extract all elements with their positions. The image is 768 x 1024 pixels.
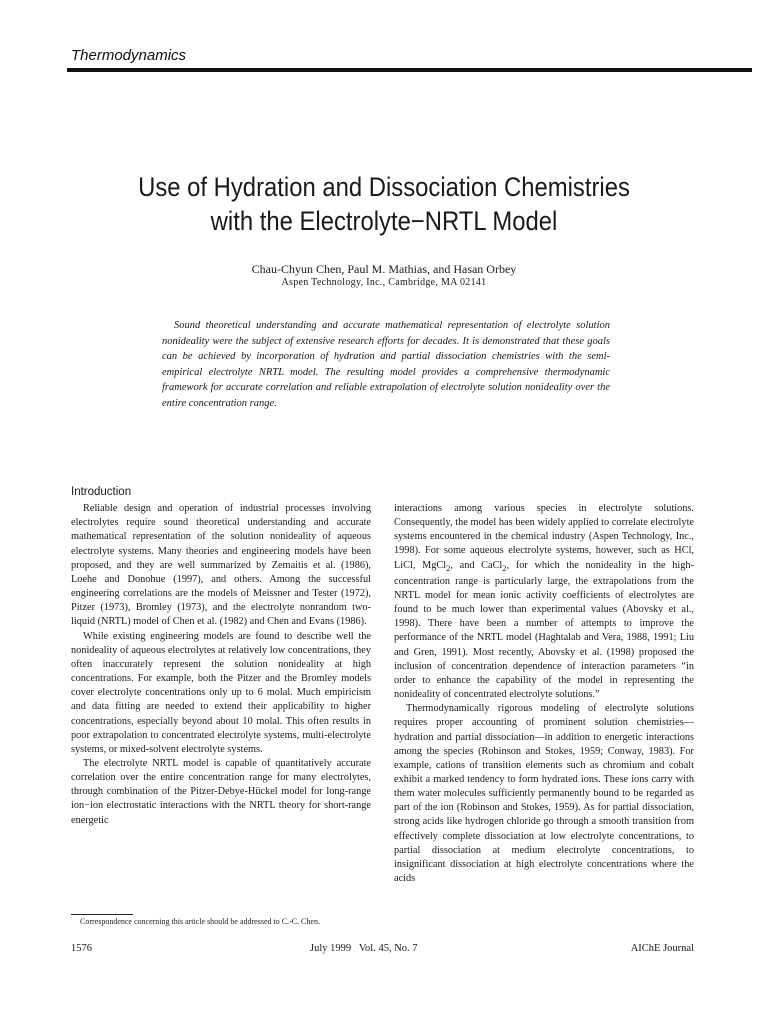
paragraph: While existing engineering models are found to describe well the nonideality of aqueous electrolytes at relatively low concentrations, they often inaccurately represent the solution nonideality at high concentrations. For example, both the Pitzer and the Bromley models cover electrolyte concentrations only up to 6 molal. Much empiricism and data fitting are needed to extend their applicability to higher concentrations, especially beyond about 10 molal. This often results in poor extrapolation to concentrated electrolyte systems, multi-electrolyte systems, or mixed-solvent electrolyte systems. [71, 630, 371, 755]
right-column [394, 502, 694, 886]
paragraph-continued [394, 502, 694, 702]
footnote: Correspondence concerning this article should be addressed to C.-C. Chen. [80, 917, 320, 926]
text-run: , and CaCl [450, 559, 503, 571]
affiliation: Aspen Technology, Inc., Cambridge, MA 02141 [281, 277, 487, 288]
author-list: Chau-Chyun Chen, Paul M. Mathias, and Hasan Orbey [251, 262, 517, 276]
section-heading-introduction: Introduction [71, 486, 132, 498]
footnote-rule [71, 914, 133, 915]
left-column [71, 485, 371, 828]
issue-info: July 1999 Vol. 45, No. 7 [310, 943, 418, 954]
paragraph: Reliable design and operation of industrial processes involving electrolytes require sound theoretical understanding and accurate mathematical representation of the solution nonideality of aqueous electrolyte systems. Many theories and engineering models have been proposed, and they are well summarized by Zemaitis et al. (1986), Loehe and Donohue (1997), and others. Among the successful engineering correlations are the models of Meissner and Tester (1972), Pitzer (1973), Bromley (1973), and the electrolyte nonrandom two-liquid (NRTL) model of Chen et al. (1982) and Chen and Evans (1986). [71, 503, 371, 628]
page-number: 1576 [71, 943, 92, 954]
abstract: Sound theoretical understanding and accurate mathematical representation of electrolyte solution nonideality were the subject of extensive research efforts for decades. It is demonstrated that these goals can be achieved by incorporation of hydration and partial dissociation chemistries with the semi-empirical electrolyte NRTL model. The resulting model provides a comprehensive thermodynamic framework for accurate correlation and reliable extrapolation of electrolyte solution nonideality over the entire concentration range. [162, 320, 610, 409]
paragraph: Thermodynamically rigorous modeling of electrolyte solutions requires proper accounting of prominent solution chemistries—hydration and partial dissociation—in addition to energetic interactions among the species (Robinson and Stokes, 1959; Conway, 1983). For example, cations of transition elements such as chromium and cobalt exhibit a marked tendency to form hydrated ions. These ions carry with them water molecules sufficiently permanently bound to be regarded as part of the ion (Robinson and Stokes, 1959). As for partial dissociation, strong acids like hydrogen chloride go through a smooth transition from effectively complete dissociation at low electrolyte concentrations, to partial dissociation at medium electrolyte concentrations, to insignificant dissociation at high electrolyte concentrations where the acids [394, 703, 694, 885]
header-rule [67, 68, 752, 72]
title-line-2: with the Electrolyte−NRTL Model [210, 206, 558, 236]
subscript: 2 [446, 562, 451, 573]
text-run: , for which the nonideality in the high-concentration range is particularly large, the extrapolations from the NRTL model for mean ionic activity coefficients of electrolytes are found to be much lower than experimental values (Abovsky et al., 1998). There have been a number of attempts to improve the performance of the NRTL model (Haghtalab and Vera, 1988, 1991; Liu and Gren, 1991). Most recently, Abovsky et al. (1998) proposed the inclusion of concentration dependence of interaction parameters “in order to enhance the capability of the model in representing the nonideality of concentrated electrolyte solutions.” [394, 559, 694, 701]
journal-name: AIChE Journal [630, 943, 694, 954]
paragraph: The electrolyte NRTL model is capable of quantitatively accurate correlation over the entire concentration range for many electrolytes, through combination of the Pitzer-Debye-Hückel model for long-range ion−ion electrostatic interactions with the NRTL theory for short-range energetic [71, 757, 371, 826]
article-title [92, 170, 675, 238]
text-run: interactions among various species in electrolyte solutions. Consequently, the model has been widely applied to correlate electrolyte systems encountered in the chemical industry (Aspen Technology, Inc., 1998). For some aqueous electrolyte systems, however, such as HCl, LiCl, MgCl [394, 503, 694, 571]
subscript: 2 [502, 562, 507, 573]
title-line-1: Use of Hydration and Dissociation Chemistries [138, 172, 630, 202]
section-label: Thermodynamics [71, 47, 187, 64]
